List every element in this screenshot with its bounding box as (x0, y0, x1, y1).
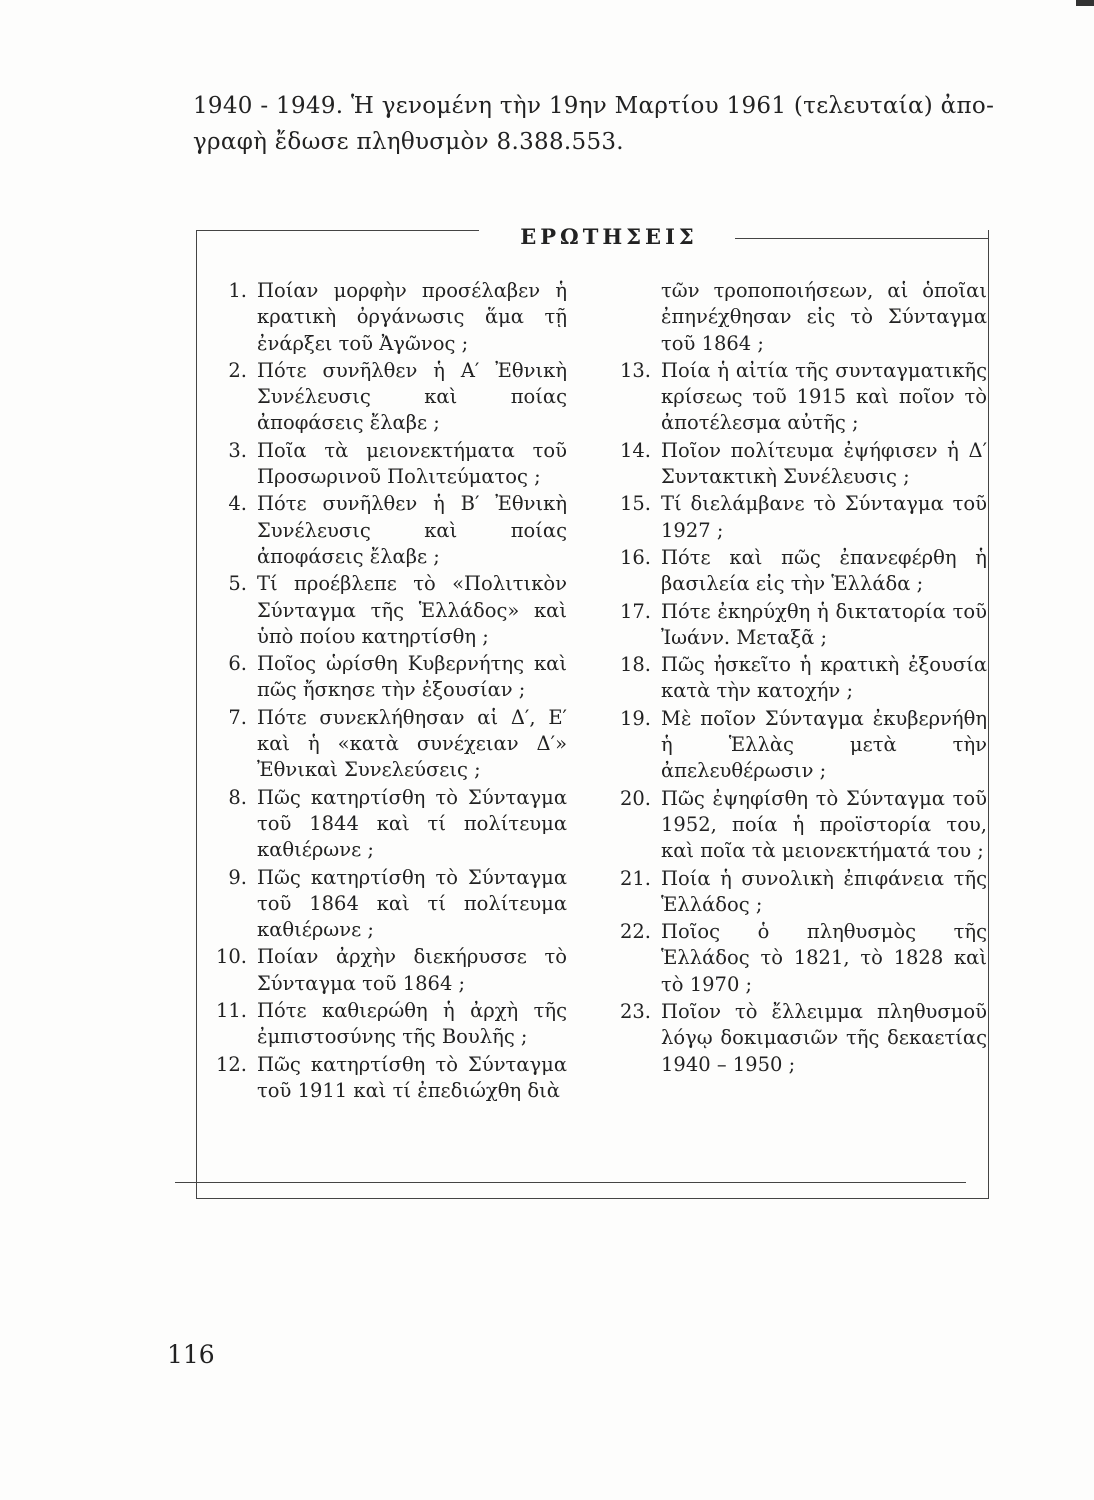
questions-box (196, 224, 989, 1199)
question-number: 23. (619, 1000, 651, 1024)
question-number: 17. (619, 599, 651, 623)
question-text: Πότε συνεκλήθησαν αἱ Δ′, Ε′ καὶ ἡ «κατὰ συνέχειαν Δ′» Ἐθνικαὶ Συνελεύσεις ; (257, 705, 567, 782)
question-text: Πῶς κατηρτίσθη τὸ Σύνταγμα τοῦ 1911 καὶ τί ἐπεδιώχθη διὰ (257, 1052, 567, 1102)
question-number: 5. (228, 572, 247, 596)
heading-rule-right (735, 238, 988, 239)
question-number: 19. (619, 706, 651, 730)
question-number: 15. (619, 492, 651, 516)
question-text: Ποῖα τὰ μειονεκτήματα τοῦ Προσωρινοῦ Πολιτεύματος ; (257, 438, 567, 489)
question-item (615, 438, 987, 491)
question-text: Μὲ ποῖον Σύνταγμα ἐκυβερνήθη ἡ Ἑλλὰς μετὰ τὴν ἀπελευθέρωσιν ; (661, 706, 987, 783)
questions-column-left (211, 278, 567, 1105)
question-item (615, 919, 987, 998)
question-text: Πῶς κατηρτίσθη τὸ Σύνταγμα τοῦ 1844 καὶ τί πολίτευμα καθιέρωνε ; (257, 785, 567, 862)
question-item (211, 944, 567, 997)
question-number: 21. (619, 866, 651, 890)
question-text: Ποίαν ἀρχὴν διεκήρυσσε τὸ Σύνταγμα τοῦ 1864 ; (257, 945, 567, 995)
question-text: Ποίαν μορφὴν προσέλαβεν ἡ κρατικὴ ὀργάνωσις ἅμα τῇ ἐνάρξει τοῦ Ἀγῶνος ; (257, 279, 567, 355)
question-text: Ποῖος ὁ πληθυσμὸς τῆς Ἑλλάδος τὸ 1821, τὸ 1828 καὶ τὸ 1970 ; (661, 920, 987, 996)
question-number: 8. (228, 785, 247, 809)
question-number: 2. (228, 358, 247, 382)
question-item (615, 491, 987, 544)
question-item (211, 358, 567, 437)
question-number: 20. (619, 786, 651, 810)
intro-line-2: γραφὴ ἔδωσε πληθυσμὸν 8.388.553. (193, 129, 624, 155)
question-text: Τί διελάμβανε τὸ Σύνταγμα τοῦ 1927 ; (661, 492, 987, 542)
question-number: 22. (619, 920, 651, 944)
question-item (615, 652, 987, 705)
question-text: Πότε καθιερώθη ἡ ἀρχὴ τῆς ἐμπιστοσύνης τῆς Βουλῆς ; (257, 999, 567, 1049)
box-inner-rule (175, 1182, 966, 1183)
question-item (211, 438, 567, 491)
questions-column-right (615, 278, 987, 1079)
question-number: 13. (619, 358, 651, 382)
question-text: Τί προέβλεπε τὸ «Πολιτικὸν Σύνταγμα τῆς Ἑλλάδος» καὶ ὑπὸ ποίου κατηρτίσθη ; (257, 572, 567, 648)
question-text: Πότε καὶ πῶς ἐπανεφέρθη ἡ βασιλεία εἰς τὴν Ἑλλάδα ; (661, 545, 987, 596)
question-number: 14. (619, 438, 651, 462)
question-number: 1. (228, 279, 247, 302)
question-item (211, 1052, 567, 1105)
question-text: Ποῖον πολίτευμα ἐψήφισεν ἡ Δ′ Συντακτικὴ Συνέλευσις ; (661, 438, 987, 489)
question-text: Ποῖον τὸ ἔλλειμμα πληθυσμοῦ λόγῳ δοκιμασιῶν τῆς δεκαετίας 1940 – 1950 ; (661, 1000, 987, 1076)
question-text: Πότε ἐκηρύχθη ἡ δικτατορία τοῦ Ἰωάνν. Μεταξᾶ ; (661, 599, 987, 649)
question-text: Ποία ἡ αἰτία τῆς συνταγματικῆς κρίσεως τοῦ 1915 καὶ ποῖον τὸ ἀποτέλεσμα αὐτῆς ; (661, 358, 987, 435)
question-item-continuation (615, 278, 987, 357)
question-item (211, 785, 567, 864)
question-item (615, 786, 987, 865)
question-text: Πῶς κατηρτίσθη τὸ Σύνταγμα τοῦ 1864 καὶ τί πολίτευμα καθιέρωνε ; (257, 865, 567, 942)
question-item (211, 491, 567, 570)
question-item (615, 358, 987, 437)
question-number: 10. (215, 945, 247, 969)
question-item (615, 866, 987, 919)
intro-paragraph (193, 88, 1023, 160)
question-item (211, 705, 567, 784)
question-number: 12. (215, 1052, 247, 1076)
question-text: Πῶς ἐψηφίσθη τὸ Σύνταγμα τοῦ 1952, ποία ἡ προϊστορία του, καὶ ποῖα τὰ μειονεκτήματά του ; (661, 786, 987, 863)
page-number: 116 (167, 1340, 215, 1369)
question-text: Ποία ἡ συνολικὴ ἐπιφάνεια τῆς Ἑλλάδος ; (661, 866, 987, 916)
question-item (211, 571, 567, 650)
question-text: Πῶς ἠσκεῖτο ἡ κρατικὴ ἐξουσία κατὰ τὴν κατοχήν ; (661, 653, 987, 703)
question-item (615, 999, 987, 1078)
question-number: 7. (228, 705, 247, 729)
question-number: 6. (228, 652, 247, 676)
question-number: 11. (215, 999, 247, 1023)
question-text: Πότε συνῆλθεν ἡ Α′ Ἐθνικὴ Συνέλευσις καὶ ποίας ἀποφάσεις ἔλαβε ; (257, 358, 567, 435)
question-item (615, 599, 987, 652)
heading-rule-left (197, 230, 479, 231)
question-number: 3. (228, 438, 247, 462)
question-text: τῶν τροποποιήσεων, αἱ ὁποῖαι ἐπηνέχθησαν εἰς τὸ Σύνταγμα τοῦ 1864 ; (661, 279, 987, 355)
question-number: 9. (228, 865, 247, 889)
question-item (211, 998, 567, 1051)
question-number: 18. (619, 653, 651, 677)
question-text: Ποῖος ὡρίσθη Κυβερνήτης καὶ πῶς ἤσκησε τὴν ἐξουσίαν ; (257, 652, 567, 702)
intro-line-1: 1940 - 1949. Ἡ γενομένη τὴν 19ην Μαρτίου 1961 (τελευταία) ἀπο- (193, 93, 995, 119)
questions-heading: ΕΡΩΤΗΣΕΙΣ (520, 224, 698, 249)
question-number: 4. (228, 492, 247, 516)
question-item (615, 545, 987, 598)
scan-edge-mark (1076, 0, 1094, 6)
question-item (615, 706, 987, 785)
question-item (211, 278, 567, 357)
question-number: 16. (619, 545, 651, 569)
question-item (211, 651, 567, 704)
question-item (211, 865, 567, 944)
question-text: Πότε συνῆλθεν ἡ Β′ Ἐθνικὴ Συνέλευσις καὶ ποίας ἀποφάσεις ἔλαβε ; (257, 492, 567, 568)
